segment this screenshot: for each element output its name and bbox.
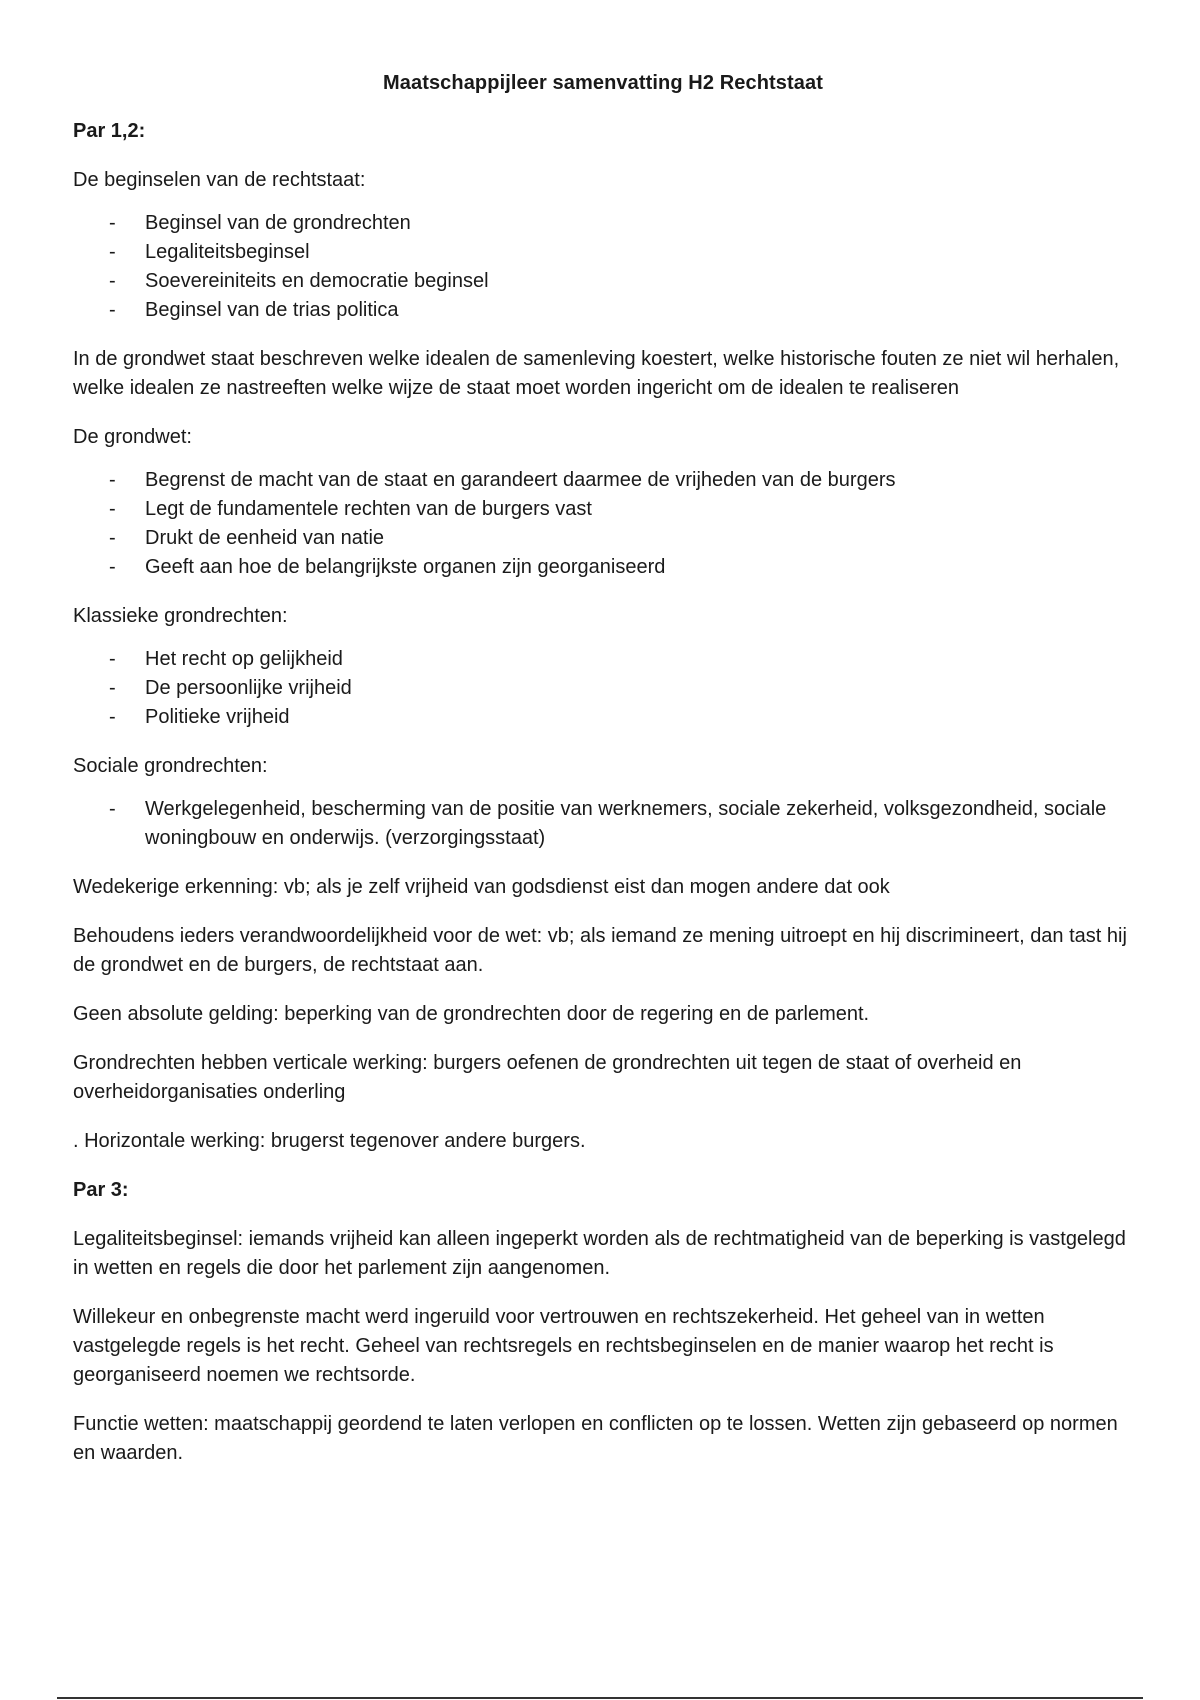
geen-absolute-paragraph: Geen absolute gelding: beperking van de grondrechten door de regering en de parlement. <box>73 1003 870 1025</box>
list-item: - Drukt de eenheid van natie <box>73 524 1133 553</box>
list-item: - Beginsel van de trias politica <box>73 296 1133 325</box>
list-item: - Politieke vrijheid <box>73 703 1133 732</box>
klassieke-list <box>73 645 1133 732</box>
list-item: - Het recht op gelijkheid <box>73 645 1133 674</box>
legaliteit-paragraph: Legaliteitsbeginsel: iemands vrijheid kan alleen ingeperkt worden als de rechtmatigheid van de beperking is vastgelegd in wetten en regels die door het parlement zijn aangenomen. <box>73 1228 1126 1279</box>
beginselen-list <box>73 209 1133 325</box>
footer-divider <box>57 1697 1143 1699</box>
list-item: - Beginsel van de grondrechten <box>73 209 1133 238</box>
list-item: - Geeft aan hoe de belangrijkste organen zijn georganiseerd <box>73 553 1133 582</box>
functie-paragraph: Functie wetten: maatschappij geordend te laten verlopen en conflicten op te lossen. Wetten zijn gebaseerd op normen en waarden. <box>73 1413 1118 1464</box>
list-item: - Werkgelegenheid, bescherming van de positie van werknemers, sociale zekerheid, volksgezondheid, sociale woningbouw en onderwijs. (verzorgingsstaat) <box>73 795 1133 853</box>
behoudens-paragraph: Behoudens ieders verandwoordelijkheid voor de wet: vb; als iemand ze mening uitroept en hij discrimineert, dan tast hij de grondwet en de burgers, de rechtstaat aan. <box>73 925 1127 976</box>
heading-par-3: Par 3: <box>73 1179 129 1201</box>
list-item: - Legt de fundamentele rechten van de burgers vast <box>73 495 1133 524</box>
document-title: Maatschappijleer samenvatting H2 Rechtstaat <box>382 72 823 94</box>
document-page <box>73 72 1133 1488</box>
list-item: - De persoonlijke vrijheid <box>73 674 1133 703</box>
willekeur-paragraph: Willekeur en onbegrenste macht werd ingeruild voor vertrouwen en rechtszekerheid. Het geheel van in wetten vastgelegde regels is het recht. Geheel van rechtsregels en rechtsbeginselen en de manier waarop het recht is georganiseerd noemen we rechtsorde. <box>73 1306 1054 1386</box>
sociale-list <box>73 795 1133 853</box>
list-item: - Soevereiniteits en democratie beginsel <box>73 267 1133 296</box>
grondwet-list <box>73 466 1133 582</box>
verticale-paragraph: Grondrechten hebben verticale werking: burgers oefenen de grondrechten uit tegen de staat of overheid en overheidorganisaties onderling <box>73 1052 1022 1103</box>
beginselen-intro: De beginselen van de rechtstaat: <box>73 169 366 191</box>
klassieke-intro: Klassieke grondrechten: <box>73 605 288 627</box>
grondwet-intro: De grondwet: <box>73 426 192 448</box>
wedekerige-paragraph: Wedekerige erkenning: vb; als je zelf vrijheid van godsdienst eist dan mogen andere dat ook <box>73 876 890 898</box>
list-item: - Begrenst de macht van de staat en garandeert daarmee de vrijheden van de burgers <box>73 466 1133 495</box>
grondwet-paragraph: In de grondwet staat beschreven welke idealen de samenleving koestert, welke historische fouten ze niet wil herhalen, welke idealen ze nastreeften welke wijze de staat moet worden ingericht om de idealen te realiseren <box>73 348 1120 399</box>
sociale-intro: Sociale grondrechten: <box>73 755 268 777</box>
list-item: - Legaliteitsbeginsel <box>73 238 1133 267</box>
heading-par-1-2: Par 1,2: <box>73 120 146 142</box>
horizontale-paragraph: . Horizontale werking: brugerst tegenover andere burgers. <box>73 1130 586 1152</box>
